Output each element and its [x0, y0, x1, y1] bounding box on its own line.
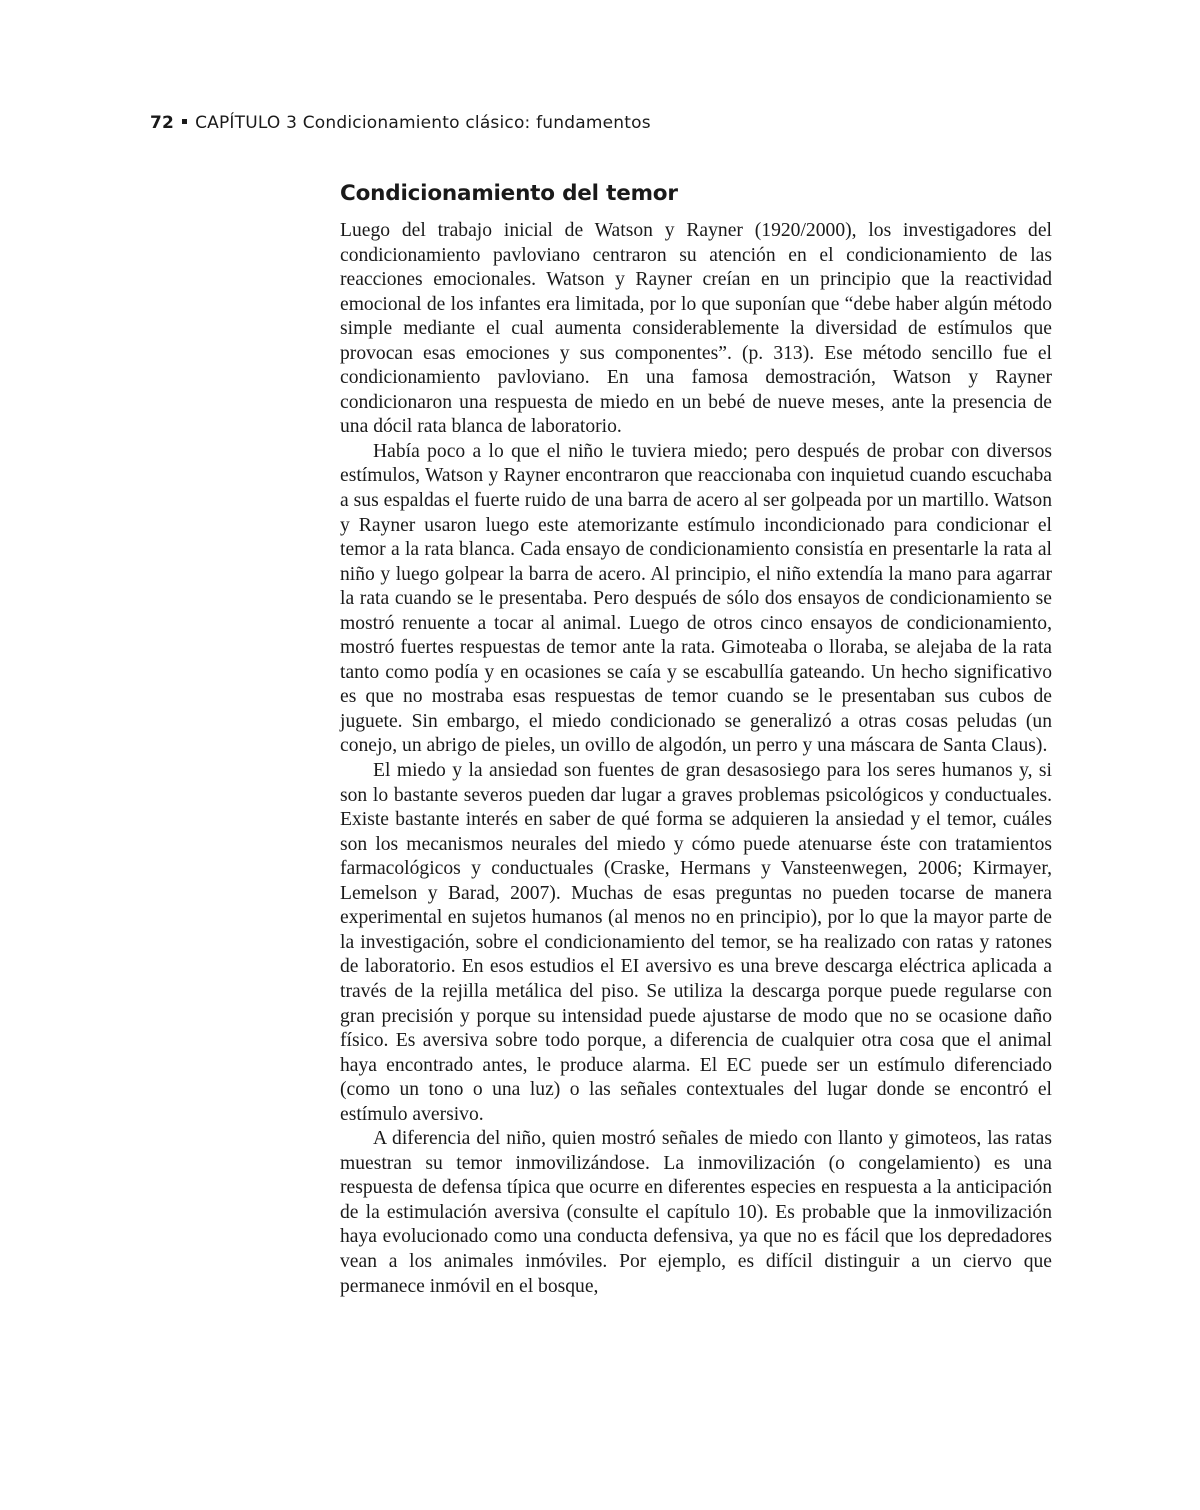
chapter-label: CAPÍTULO 3 [195, 113, 298, 133]
body-text [340, 219, 1052, 1299]
running-header [150, 113, 651, 133]
section-title: Condicionamiento del temor [340, 181, 678, 206]
paragraph: Había poco a lo que el niño le tuviera miedo; pero después de probar con diversos estímulos, Watson y Rayner encontraron que reaccionaba con inquietud cuando escuchaba a sus espaldas el fuerte ruido de una barra de acero al ser golpeada por un martillo. Watson y Rayner usaron luego este atemorizante estímulo incondicionado para condicionar el temor a la rata blanca. Cada ensayo de condicionamiento consistía en presentarle la rata al niño y luego golpear la barra de acero. Al principio, el niño extendía la mano para agarrar la rata cuando se le presentaba. Pero después de sólo dos ensayos de condicionamiento se mostró renuente a tocar al animal. Luego de otros cinco ensayos de condicionamiento, mostró fuertes respuestas de temor ante la rata. Gimoteaba o lloraba, se alejaba de la rata tanto como podía y en ocasiones se caía y se escabullía gateando. Un hecho significativo es que no mostraba esas respuestas de temor cuando se le presentaban sus cubos de juguete. Sin embargo, el miedo condicionado se generalizó a otras cosas peludas (un conejo, un abrigo de pieles, un ovillo de algodón, un perro y una máscara de Santa Claus). [340, 440, 1052, 757]
header-separator-bullet [182, 119, 187, 124]
paragraph: Luego del trabajo inicial de Watson y Rayner (1920/2000), los investigadores del condicionamiento pavloviano centraron su atención en el condicionamiento de las reacciones emocionales. Watson y Rayner creían en un principio que la reactividad emocional de los infantes era limitada, por lo que suponían que “debe haber algún método simple mediante el cual aumenta considerablemente la diversidad de estímulos que provocan esas emociones y sus componentes”. (p. 313). Ese método sencillo fue el condicionamiento pavloviano. En una famosa demostración, Watson y Rayner condicionaron una respuesta de miedo en un bebé de nueve meses, ante la presencia de una dócil rata blanca de laboratorio. [340, 220, 1052, 438]
page-number: 72 [150, 113, 175, 133]
paragraph: A diferencia del niño, quien mostró señales de miedo con llanto y gimoteos, las ratas muestran su temor inmovilizándose. La inmovilización (o congelamiento) es una respuesta de defensa típica que ocurre en diferentes especies en respuesta a la anticipación de la estimulación aversiva (consulte el capítulo 10). Es probable que la inmovilización haya evolucionado como una conducta defensiva, ya que no es fácil que los depredadores vean a los animales inmóviles. Por ejemplo, es difícil distinguir a un ciervo que permanece inmóvil en el bosque, [340, 1128, 1052, 1297]
chapter-title: Condicionamiento clásico: fundamentos [302, 113, 651, 133]
paragraph: El miedo y la ansiedad son fuentes de gran desasosiego para los seres humanos y, si son lo bastante severos pueden dar lugar a graves problemas psicológicos y conductuales. Existe bastante interés en saber de qué forma se adquieren la ansiedad y el temor, cuáles son los mecanismos neurales del miedo y cómo puede atenuarse éste con tratamientos farmacológicos y conductuales (Craske, Hermans y Vansteenwegen, 2006; Kirmayer, Lemelson y Barad, 2007). Muchas de esas preguntas no pueden tocarse de manera experimental en sujetos humanos (al menos no en principio), por lo que la mayor parte de la investigación, sobre el condicionamiento del temor, se ha realizado con ratas y ratones de laboratorio. En esos estudios el EI aversivo es una breve descarga eléctrica aplicada a través de la rejilla metálica del piso. Se utiliza la descarga porque puede regularse con gran precisión y porque su intensidad puede ajustarse de modo que no se ocasione daño físico. Es aversiva sobre todo porque, a diferencia de cualquier otra cosa que el animal haya encontrado antes, le produce alarma. El EC puede ser un estímulo diferenciado (como un tono o una luz) o las señales contextuales del lugar donde se encontró el estímulo aversivo. [340, 760, 1052, 1125]
